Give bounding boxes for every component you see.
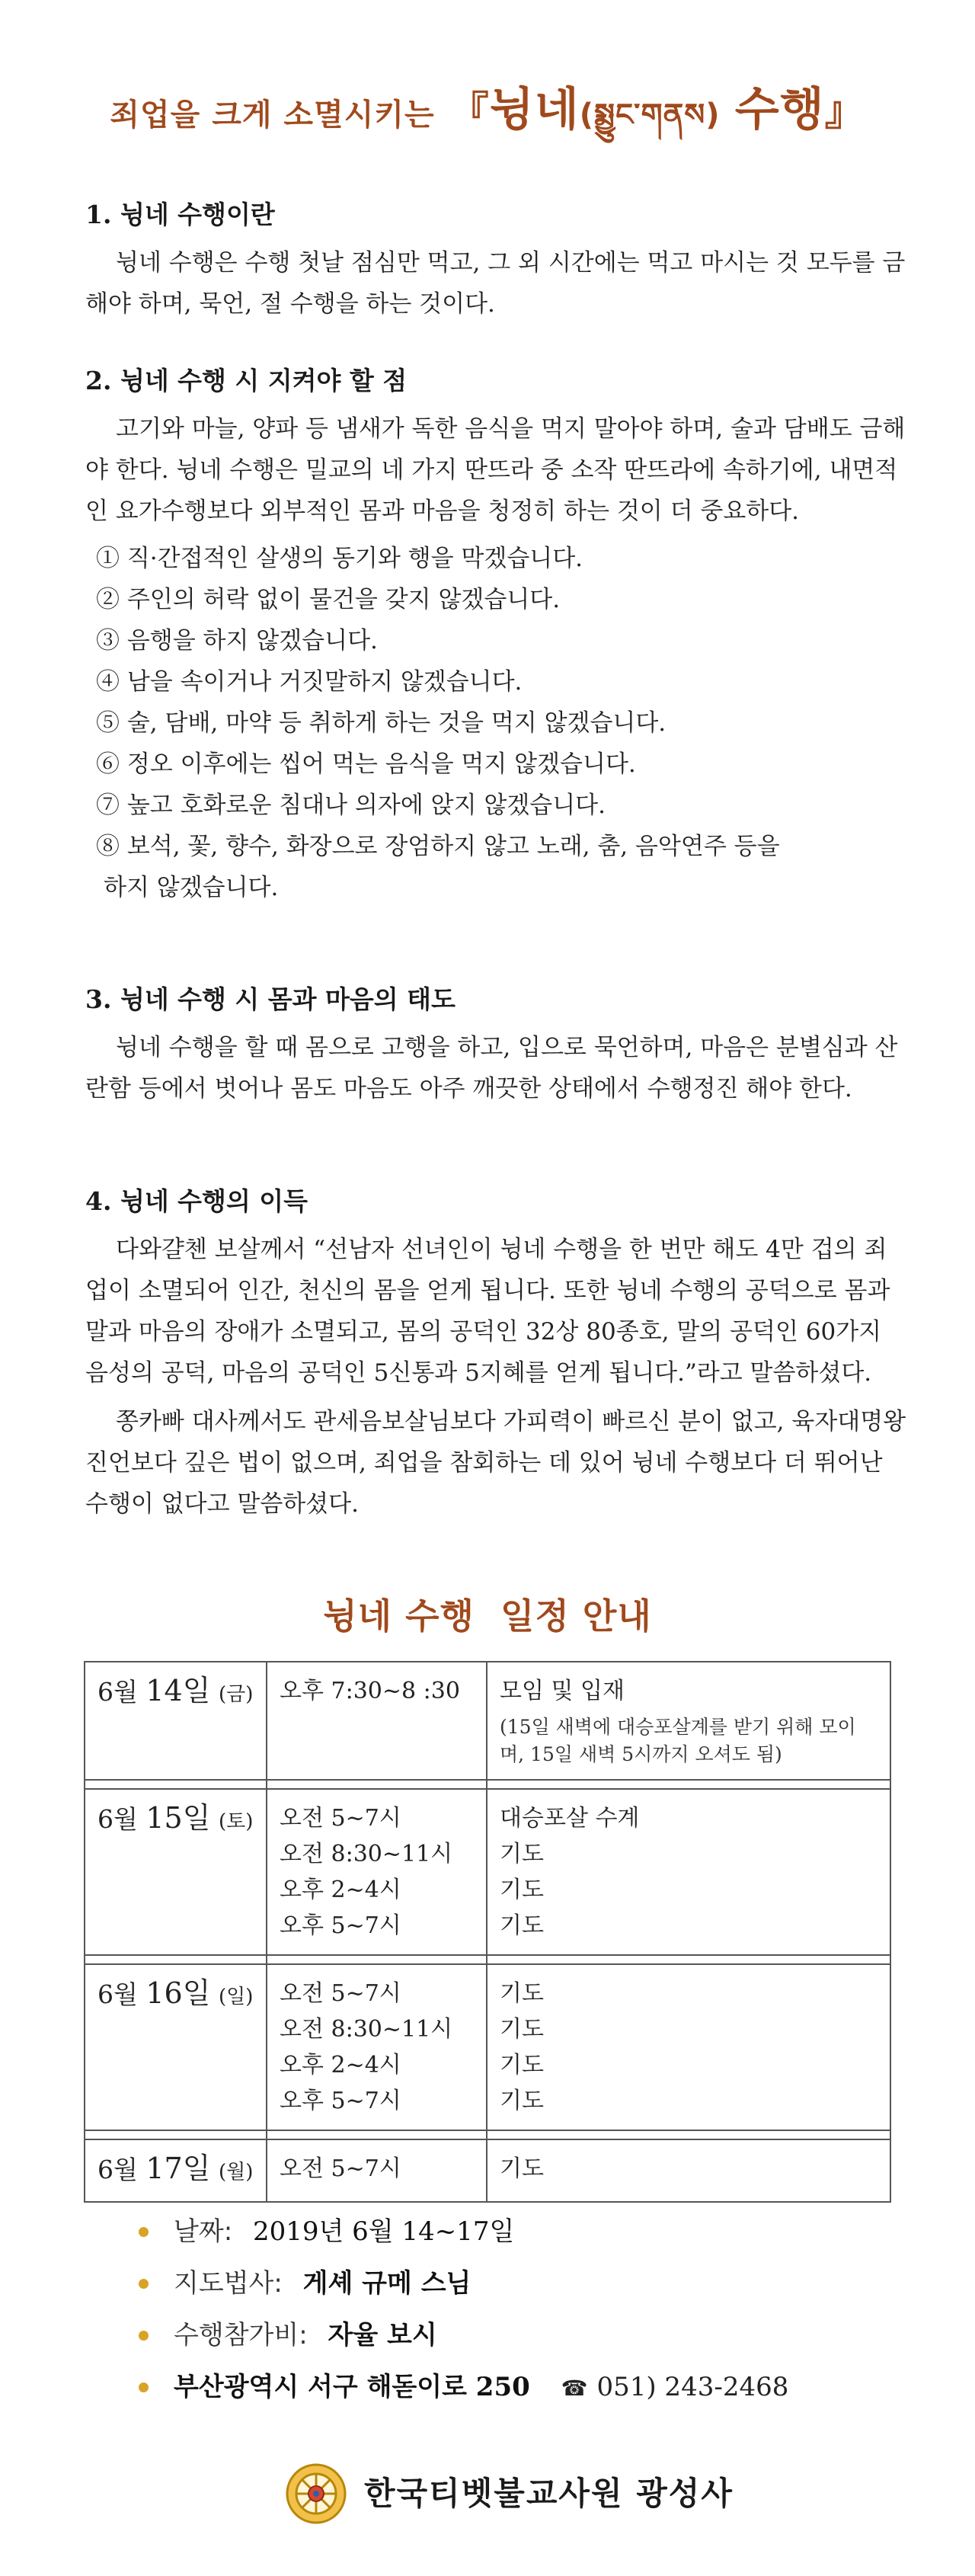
time-slot: 오후 2~4시 xyxy=(280,1877,401,1903)
date-weekday: (월) xyxy=(218,2161,254,2184)
schedule-times xyxy=(267,1662,487,1780)
section-1-heading: 1. 뉭네 수행이란 xyxy=(85,200,275,229)
vow-item: ⑦ 높고 호화로운 침대나 의자에 앉지 않겠습니다. xyxy=(96,792,606,819)
info-teacher xyxy=(136,2258,897,2309)
info-date-value: 2019년 6월 14~17일 xyxy=(252,2216,515,2247)
date-weekday: (일) xyxy=(218,1986,254,2008)
schedule-times xyxy=(267,2139,487,2202)
title-practice: 수행 xyxy=(734,83,825,136)
section-3-heading: 3. 뉭네 수행 시 몸과 마음의 태도 xyxy=(85,984,456,1014)
date-day: 14일 xyxy=(145,1674,211,1707)
phone-icon: ☎ xyxy=(561,2376,588,2401)
schedule-row-day3 xyxy=(85,1964,890,2130)
section-2 xyxy=(85,364,908,908)
time-slot: 오전 5~7시 xyxy=(280,1805,401,1832)
title-bracket-close: 』 xyxy=(824,89,865,135)
section-4-heading: 4. 뉭네 수행의 이득 xyxy=(85,1186,308,1216)
time-slot: 오후 2~4시 xyxy=(280,2052,401,2078)
section-1-text: 뉭네 수행은 수행 첫날 점심만 먹고, 그 외 시간에는 먹고 마시는 것 모두를 금해야 하며, 묵언, 절 수행을 하는 것이다. xyxy=(85,249,906,318)
time-slot: 오후 5~7시 xyxy=(280,1912,401,1939)
activity: 모임 및 입재 xyxy=(500,1678,625,1704)
activity: 기도 xyxy=(500,1877,544,1903)
schedule-times xyxy=(267,1789,487,1955)
time-slot: 오전 5~7시 xyxy=(280,2155,401,2182)
vow-item: ④ 남을 속이거나 거짓말하지 않겠습니다. xyxy=(96,668,523,696)
section-3 xyxy=(85,983,908,1109)
bullet-icon xyxy=(139,2382,149,2392)
info-phone-number: 051) 243-2468 xyxy=(596,2372,789,2402)
info-fee xyxy=(136,2309,897,2361)
schedule-activities xyxy=(487,1789,890,1955)
info-address-value: 부산광역시 서구 해돋이로 250 xyxy=(174,2372,530,2402)
title-nyungne: 뉭네 xyxy=(489,83,580,136)
activity: 기도 xyxy=(500,2052,544,2078)
row-separator xyxy=(85,2130,890,2139)
activity: 기도 xyxy=(500,2155,544,2182)
activity: 기도 xyxy=(500,2088,544,2114)
schedule-date xyxy=(85,1964,267,2130)
date-weekday: (토) xyxy=(218,1810,254,1833)
schedule-title: 뉭네 수행 일정 안내 xyxy=(323,1595,652,1637)
vow-item: ① 직·간접적인 살생의 동기와 행을 막겠습니다. xyxy=(96,545,583,572)
schedule-times xyxy=(267,1964,487,2130)
schedule-activities xyxy=(487,1662,890,1780)
schedule-activities xyxy=(487,1964,890,2130)
info-teacher-label: 지도법사: xyxy=(174,2268,283,2299)
date-month: 6월 xyxy=(98,1677,138,1707)
info-teacher-value: 게셰 규메 스님 xyxy=(302,2268,472,2299)
org-name: 한국티벳불교사원 광성사 xyxy=(364,2475,734,2512)
schedule-date xyxy=(85,1662,267,1780)
info-fee-value: 자율 보시 xyxy=(328,2320,437,2350)
section-4 xyxy=(85,1185,908,1525)
time-slot: 오후 5~7시 xyxy=(280,2088,401,2114)
activity: 기도 xyxy=(500,1980,544,2007)
event-info-list xyxy=(136,2206,897,2413)
schedule-row-day4 xyxy=(85,2139,890,2202)
time-slot: 오전 5~7시 xyxy=(280,1980,401,2007)
activity: 대승포살 수계 xyxy=(500,1805,640,1832)
footer xyxy=(0,2462,975,2526)
info-date xyxy=(136,2206,897,2258)
info-address xyxy=(136,2361,897,2413)
schedule-row-day2 xyxy=(85,1789,890,1955)
vow-item: ⑤ 술, 담배, 마약 등 취하게 하는 것을 먹지 않겠습니다. xyxy=(96,709,667,737)
schedule-date xyxy=(85,1789,267,1955)
date-weekday: (금) xyxy=(218,1683,254,1706)
vow-item xyxy=(96,826,908,908)
info-date-label: 날짜: xyxy=(174,2216,233,2247)
schedule-row-day1 xyxy=(85,1662,890,1780)
section-2-heading: 2. 뉭네 수행 시 지켜야 할 점 xyxy=(85,366,408,395)
schedule-note: (15일 새벽에 대승포살계를 받기 위해 모이며, 15일 새벽 5시까지 오셔도 됨) xyxy=(500,1716,856,1765)
vow-item: ③ 음행을 하지 않겠습니다. xyxy=(96,627,378,654)
info-fee-label: 수행참가비: xyxy=(174,2320,308,2350)
row-separator xyxy=(85,1955,890,1964)
section-4-text-1: 다와걀첸 보살께서 “선남자 선녀인이 뉭네 수행을 한 번만 해도 4만 겁의 죄업이 소멸되어 인간, 천신의 몸을 얻게 됩니다. 또한 뉭네 수행의 공덕으로 몸과 말과 마음의 장애가 소멸되고, 몸의 공덕인 32상 80종호, 말의 공덕인 60가지 음성의 공덕, 마음의 공덕인 5신통과 5지혜를 얻게 됩니다.”라고 말씀하셨다. xyxy=(85,1236,890,1387)
activity: 기도 xyxy=(500,1841,544,1867)
date-day: 17일 xyxy=(145,2152,211,2185)
info-phone xyxy=(561,2372,789,2402)
title-prefix: 죄업을 크게 소멸시키는 xyxy=(110,98,435,133)
activity: 기도 xyxy=(500,2016,544,2043)
section-2-text: 고기와 마늘, 양파 등 냄새가 독한 음식을 먹지 말아야 하며, 술과 담배도 금해야 한다. 뉭네 수행은 밀교의 네 가지 딴뜨라 중 소작 딴뜨라에 속하기에, 내면적인 요가수행보다 외부적인 몸과 마음을 청정히 하는 것이 더 중요하다. xyxy=(85,415,906,525)
dharma-wheel-icon xyxy=(285,2462,347,2525)
time-slot: 오전 8:30~11시 xyxy=(280,1841,453,1867)
date-month: 6월 xyxy=(98,1979,138,2009)
section-4-text-2: 쫑카빠 대사께서도 관세음보살님보다 가피력이 빠르신 분이 없고, 육자대명왕진언보다 깊은 법이 없으며, 죄업을 참회하는 데 있어 뉭네 수행보다 더 뛰어난 수행이 없다고 말씀하셨다. xyxy=(85,1408,906,1518)
schedule-activities xyxy=(487,2139,890,2202)
vow-item: ② 주인의 허락 없이 물건을 갖지 않겠습니다. xyxy=(96,586,561,613)
bullet-icon xyxy=(139,2227,149,2237)
page-title xyxy=(0,73,975,166)
schedule-date xyxy=(85,2139,267,2202)
section-1 xyxy=(85,198,908,325)
bullet-icon xyxy=(139,2331,149,2341)
time-slot: 오전 8:30~11시 xyxy=(280,2016,453,2043)
date-month: 6월 xyxy=(98,1804,138,1834)
time-slot: 오후 7:30~8 :30 xyxy=(280,1678,460,1704)
vow-list xyxy=(85,538,908,908)
date-day: 16일 xyxy=(145,1976,211,2010)
vow-8-continuation: 하지 않겠습니다. xyxy=(104,874,279,901)
date-day: 15일 xyxy=(145,1801,211,1835)
vow-item: ⑥ 정오 이후에는 씹어 먹는 음식을 먹지 않겠습니다. xyxy=(96,750,636,778)
date-month: 6월 xyxy=(98,2155,138,2184)
section-3-text: 뉭네 수행을 할 때 몸으로 고행을 하고, 입으로 묵언하며, 마음은 분별심과 산란함 등에서 벗어나 몸도 마음도 아주 깨끗한 상태에서 수행정진 해야 한다. xyxy=(85,1034,898,1102)
schedule-table xyxy=(84,1661,891,2203)
activity: 기도 xyxy=(500,1912,544,1939)
title-tibetan: (སྨྱུང་གནས) xyxy=(579,98,721,133)
title-bracket-open: 『 xyxy=(449,89,490,135)
row-separator xyxy=(85,1780,890,1789)
vow-8-text: ⑧ 보석, 꽃, 향수, 화장으로 장엄하지 않고 노래, 춤, 음악연주 등을 xyxy=(96,833,780,860)
bullet-icon xyxy=(139,2279,149,2289)
